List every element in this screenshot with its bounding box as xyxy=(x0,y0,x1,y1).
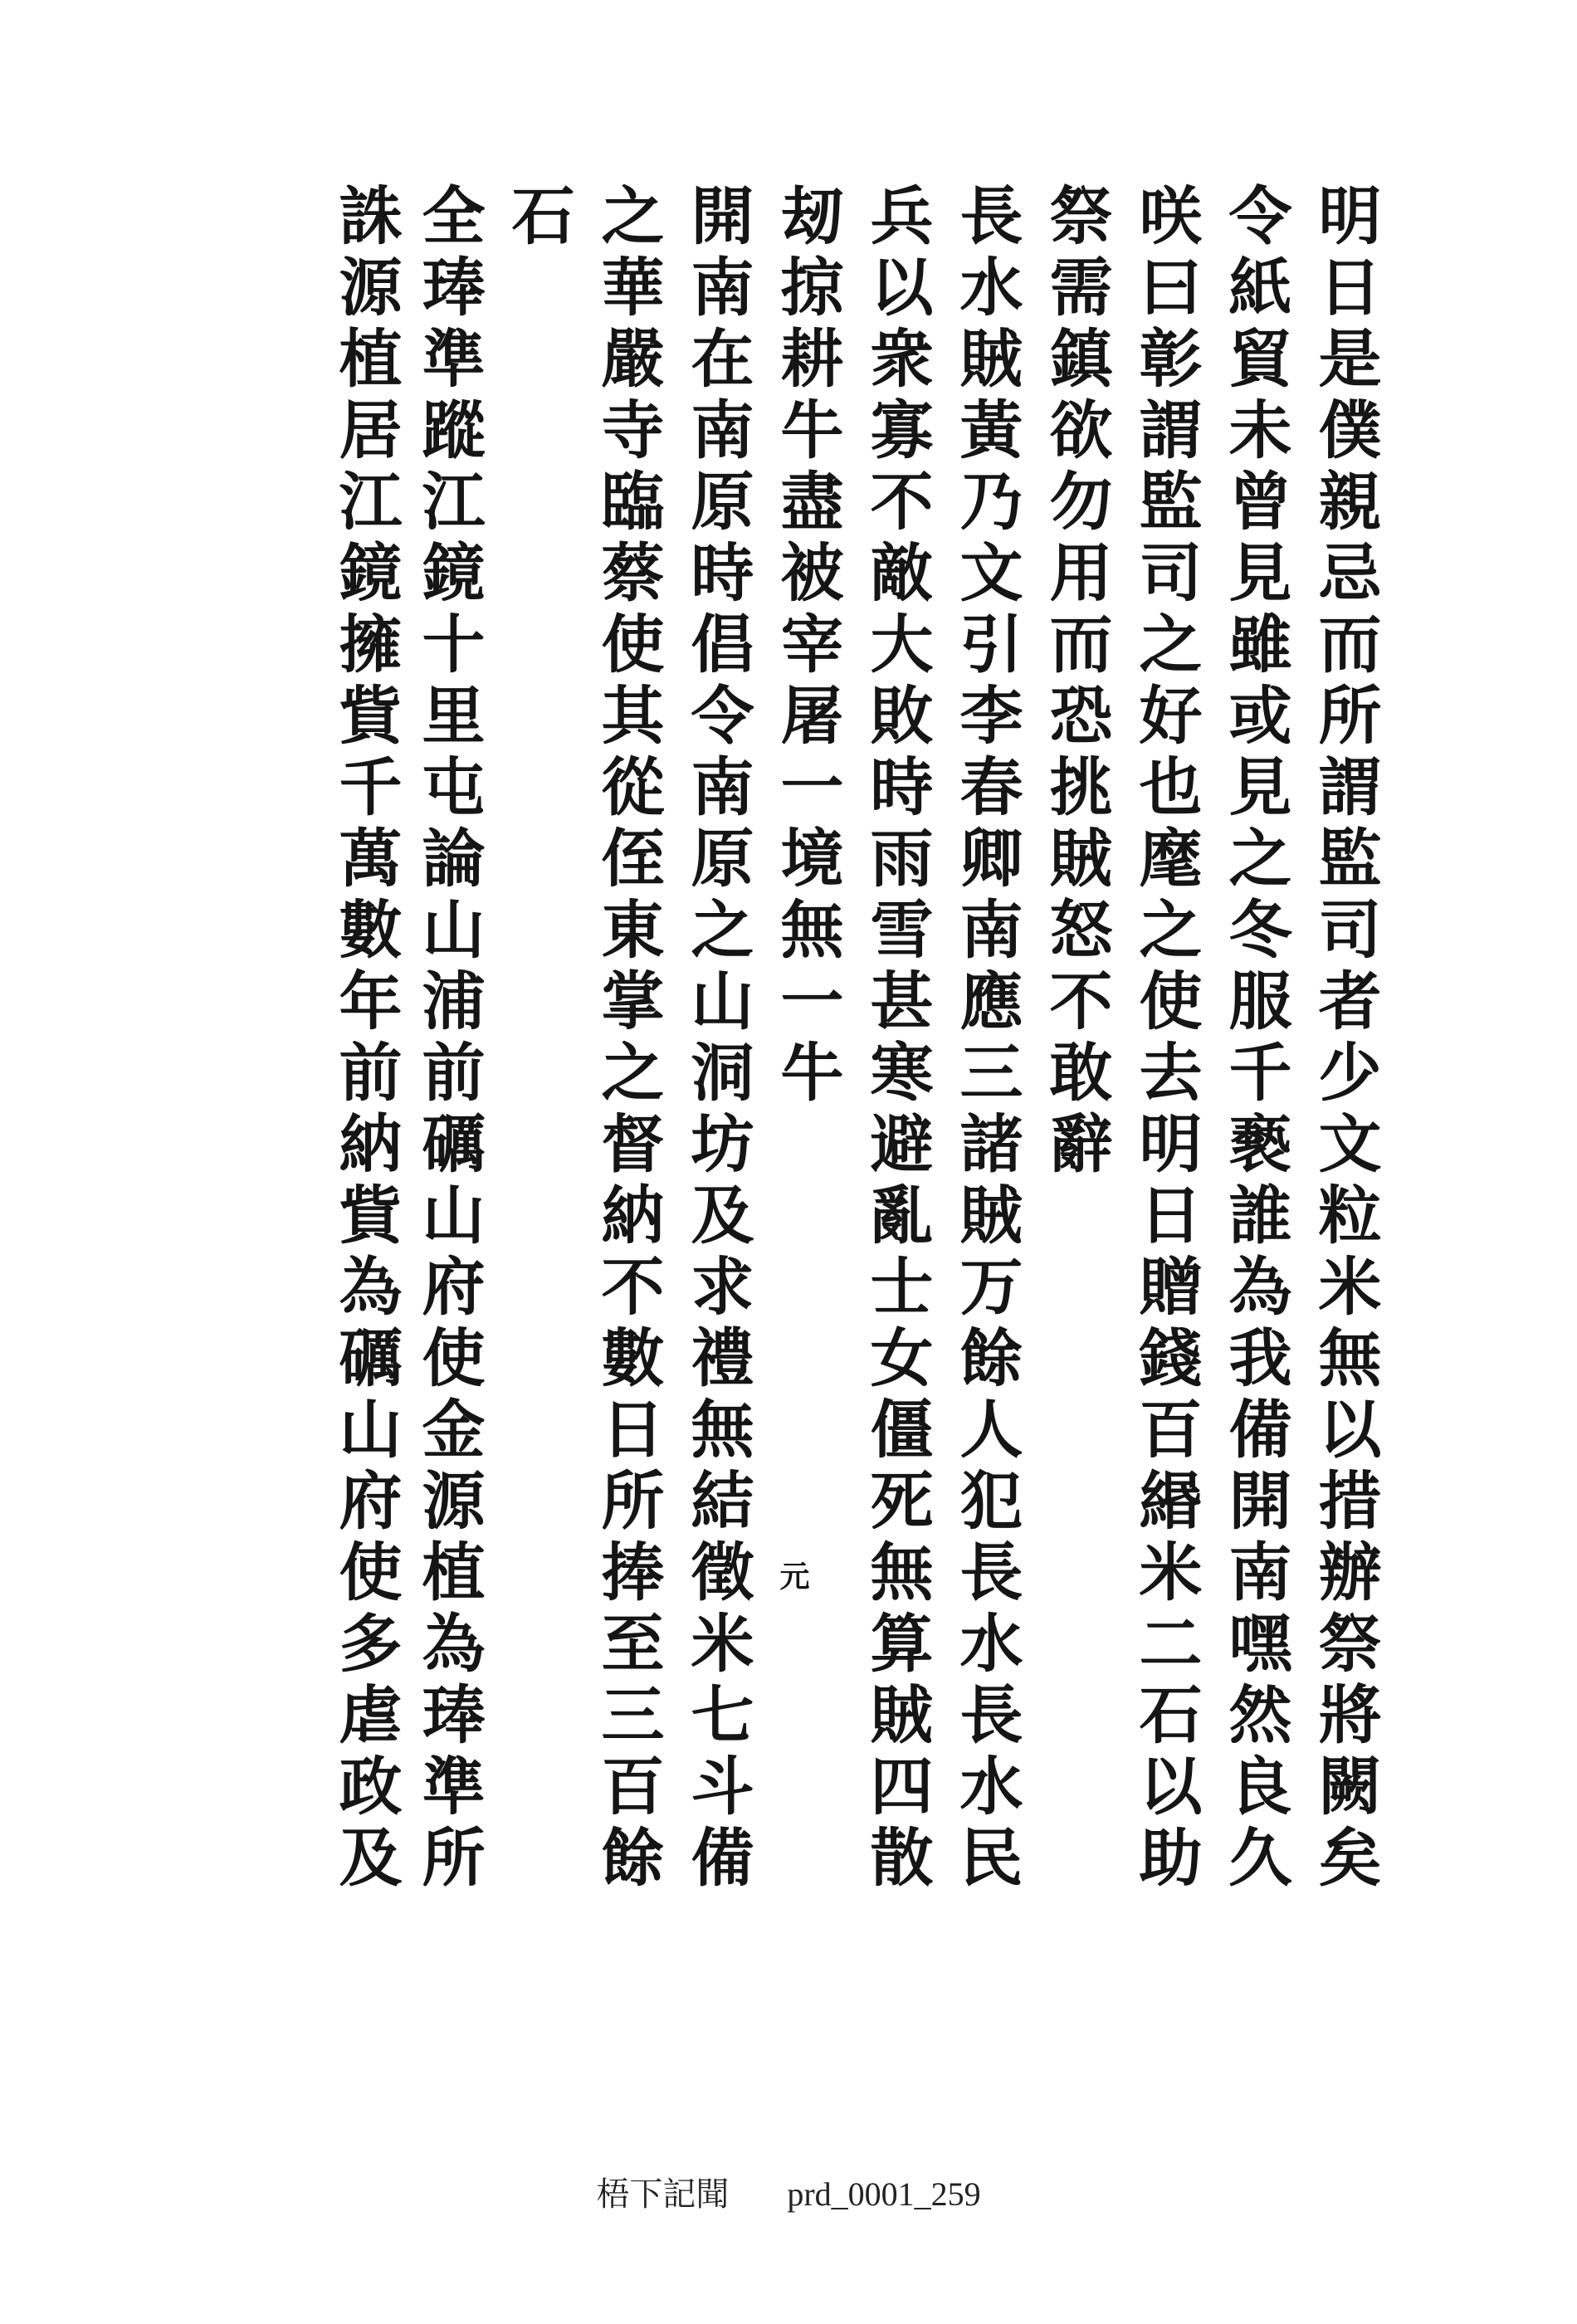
text-column: 兵以衆寡不敵大敗時雨雪甚寒避亂士女僵死無算賊四散 xyxy=(860,183,934,1896)
text-column: 咲曰彰謂監司之好也麾之使去明日贈錢百緡米二石以助 xyxy=(1129,183,1203,1896)
page-id: prd_0001_259 xyxy=(787,2175,981,2213)
text-column: 石 xyxy=(501,183,575,254)
page-footer xyxy=(0,2168,1577,2215)
text-column: 全琫準蹤江鏡十里屯論山浦前礪山府使金源植為琫準所 xyxy=(412,183,486,1896)
vertical-text-block xyxy=(324,183,1386,1896)
book-title: 梧下記聞 xyxy=(596,2175,730,2213)
text-column: 誅源植居江鏡擁貲千萬數年前納貲為礪山府使多虐政及 xyxy=(329,183,403,1896)
marginal-annotation: 元 xyxy=(775,1560,810,1590)
text-column: 明日是僕親忌而所謂監司者少文粒米無以措辦祭將闕矣 xyxy=(1308,183,1382,1896)
text-column: 之華嚴寺臨蔡使其從侄東掌之督納不數日所捧至三百餘 xyxy=(591,183,665,1896)
text-column: 令紙貿未曾見雖或見之冬服千褻誰為我備開南嘿然良久 xyxy=(1218,183,1292,1896)
text-column: 刼掠耕牛盡被宰屠一境無一牛 xyxy=(770,183,844,1111)
text-column: 長水賊黃乃文引李春卿南應三諸賊万餘人犯長水長水民 xyxy=(950,183,1023,1896)
text-column: 開南在南原時倡令南原之山洞坊及求禮無結徵米七斗備 xyxy=(681,183,754,1896)
text-column: 祭需鎮欲勿用而恐挑賊怒不敢辭 xyxy=(1039,183,1113,1182)
